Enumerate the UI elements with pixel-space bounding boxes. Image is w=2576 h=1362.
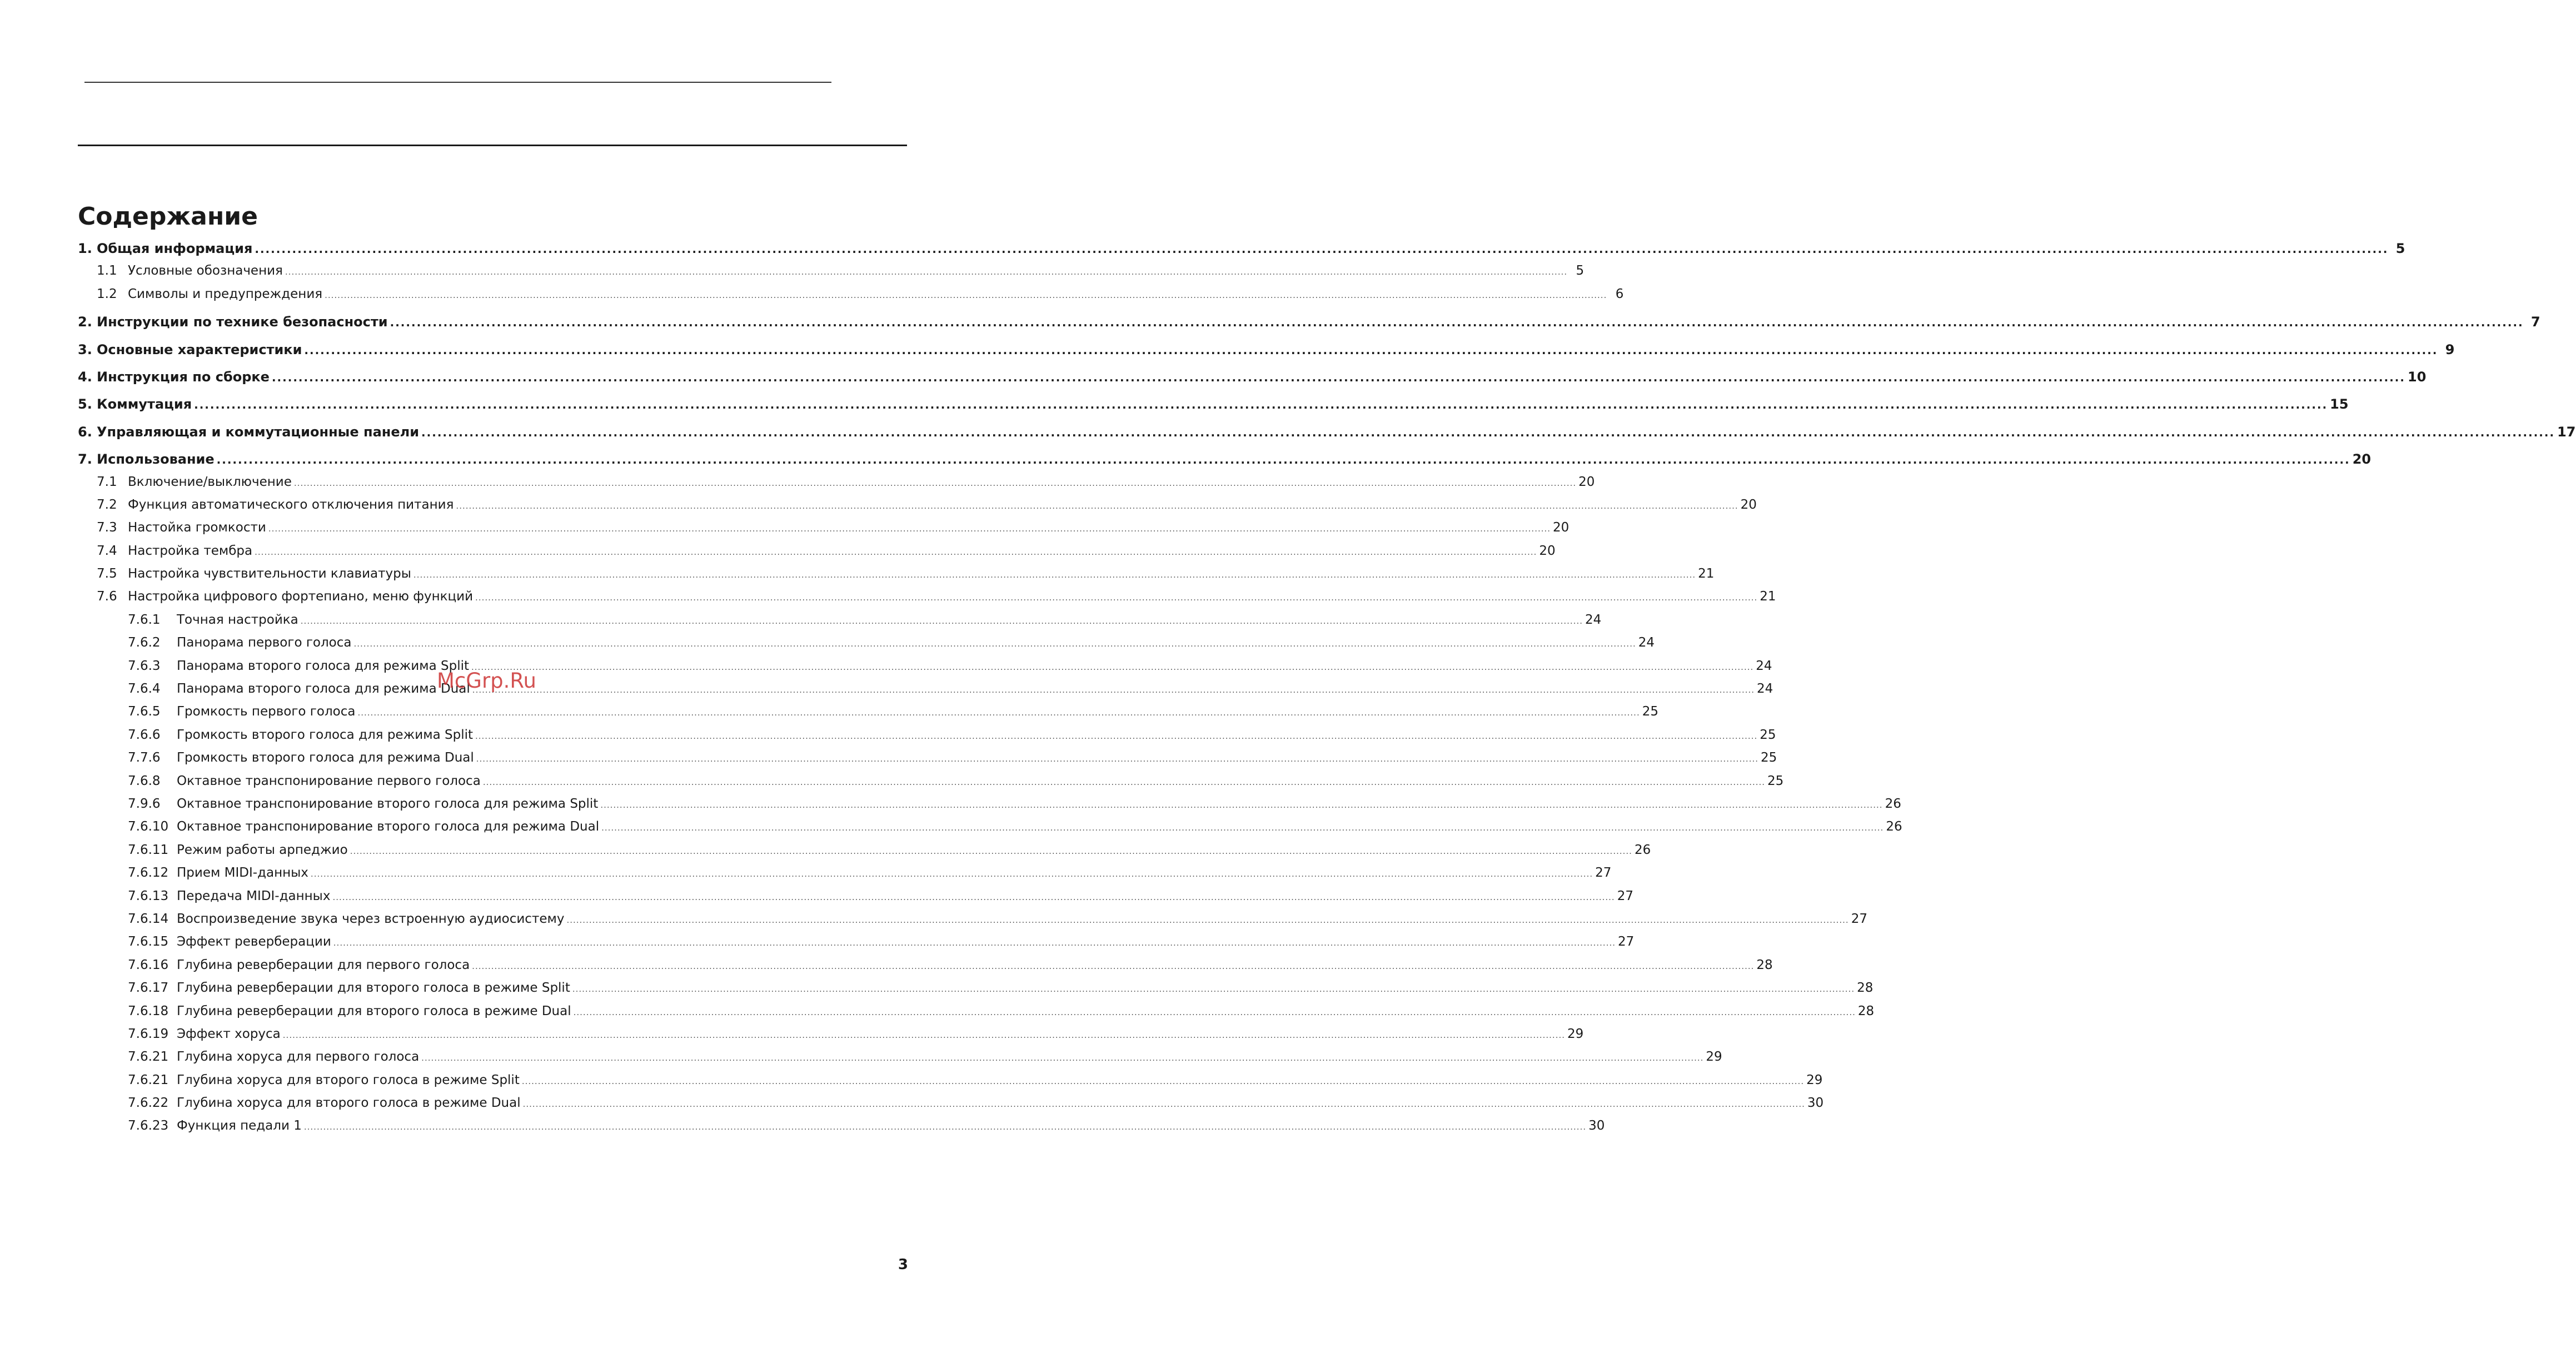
toc-entry[interactable]	[78, 727, 1776, 750]
toc-entry-label: Использование	[97, 451, 215, 468]
toc-entry-label: Громкость второго голоса для режима Split	[177, 727, 473, 742]
toc-entry[interactable]	[78, 796, 1901, 819]
toc-entry-page: 27	[1595, 866, 1612, 881]
toc-entry-label: Точная настройка	[177, 612, 298, 627]
toc-entry-number: 7.6.23	[128, 1119, 169, 1134]
toc-entry-label: Режим работы арпеджио	[177, 842, 348, 857]
toc-dot-leader: ................................................................................................................................................................................................................................................................................................................................................................................................................	[456, 500, 1738, 511]
toc-dot-leader: ................................................................................................................................................................................................................................................................................................................................................................................................................	[271, 370, 2405, 384]
toc-entry-label: Прием MIDI-данных	[177, 866, 308, 881]
header-rule-thin	[84, 82, 831, 83]
toc-entry[interactable]	[78, 819, 1902, 842]
toc-entry-label: Панорама второго голоса для режима Dual	[177, 682, 470, 697]
toc-entry-page: 28	[1857, 1003, 1875, 1018]
toc-entry[interactable]	[78, 566, 1715, 589]
toc-entry-number: 7.5	[97, 566, 117, 581]
toc-entry-label: Основные характеристики	[97, 341, 302, 357]
toc-dot-leader: ................................................................................................................................................................................................................................................................................................................................................................................................................	[282, 1030, 1566, 1040]
toc-entry-number: 1.	[78, 241, 92, 256]
toc-dot-leader: ................................................................................................................................................................................................................................................................................................................................................................................................................	[300, 615, 1583, 626]
toc-entry[interactable]	[78, 612, 1602, 635]
toc-entry-number: 7.6.3	[128, 658, 161, 673]
toc-entry-page: 20	[1553, 520, 1569, 535]
toc-dot-leader: ................................................................................................................................................................................................................................................................................................................................................................................................................	[350, 846, 1632, 856]
toc-entry-number: 7.6.4	[128, 682, 161, 697]
toc-dot-leader: ................................................................................................................................................................................................................................................................................................................................................................................................................	[413, 570, 1696, 580]
toc-entry-page: 21	[1698, 566, 1715, 581]
toc-dot-leader: ................................................................................................................................................................................................................................................................................................................................................................................................................	[573, 1007, 1856, 1017]
toc-entry[interactable]	[78, 543, 1556, 566]
toc-entry-page: 24	[1585, 612, 1602, 627]
toc-entry[interactable]	[78, 981, 1874, 1003]
toc-entry-page: 17	[2557, 424, 2576, 440]
toc-entry-label: Включение/выключение	[128, 474, 292, 489]
toc-entry-number: 7.6.15	[128, 934, 169, 950]
toc-dot-leader: ................................................................................................................................................................................................................................................................................................................................................................................................................	[268, 524, 1551, 534]
toc-entry[interactable]	[78, 934, 1635, 957]
toc-entry[interactable]	[78, 1072, 1823, 1096]
toc-entry-label: Панорама второго голоса для режима Split	[177, 658, 470, 673]
toc-entry-page: 26	[1634, 842, 1651, 857]
toc-entry-number: 7.6.14	[128, 911, 169, 926]
toc-entry-label: Общая информация	[97, 241, 253, 256]
toc-entry-page: 5	[2395, 241, 2405, 256]
toc-entry-label: Эффект реверберации	[177, 934, 331, 950]
toc-entry-number: 7.6.6	[128, 727, 161, 742]
toc-dot-leader: ................................................................................................................................................................................................................................................................................................................................................................................................................	[472, 685, 1755, 695]
toc-entry-label: Громкость второго голоса для режима Dual	[177, 750, 474, 765]
toc-dot-leader: ................................................................................................................................................................................................................................................................................................................................................................................................................	[472, 961, 1755, 971]
toc-entry-number: 7.4	[97, 543, 117, 558]
toc-entry[interactable]	[78, 1026, 1584, 1050]
toc-entry[interactable]	[78, 341, 2455, 365]
toc-entry-page: 20	[1539, 543, 1556, 558]
toc-entry-page: 29	[1706, 1050, 1722, 1065]
toc-dot-leader: ................................................................................................................................................................................................................................................................................................................................................................................................................	[476, 754, 1758, 764]
toc-entry-number: 7.3	[97, 520, 117, 535]
page-title: Содержание	[78, 202, 258, 231]
toc-entry-number: 6.	[78, 424, 92, 440]
toc-entry-label: Передача MIDI-данных	[177, 888, 331, 903]
toc-entry[interactable]	[78, 773, 1784, 797]
toc-entry[interactable]	[78, 1119, 1605, 1141]
toc-entry[interactable]	[78, 241, 2405, 264]
toc-entry-page: 24	[1638, 635, 1655, 650]
toc-entry-label: Инструкция по сборке	[97, 369, 270, 385]
toc-dot-leader: ................................................................................................................................................................................................................................................................................................................................................................................................................	[310, 869, 1593, 879]
toc-entry-label: Октавное транспонирование первого голоса	[177, 773, 481, 788]
toc-entry-number: 7.1	[97, 474, 117, 489]
toc-entry-label: Воспроизведение звука через встроенную аудиосистему	[177, 911, 565, 926]
toc-entry-page: 29	[1806, 1072, 1823, 1087]
toc-entry-label: Символы и предупреждения	[128, 286, 323, 301]
toc-entry-label: Функция педали 1	[177, 1119, 302, 1134]
toc-entry[interactable]	[78, 589, 1776, 612]
toc-entry-page: 30	[1807, 1096, 1824, 1111]
toc-entry-label: Глубина реверберации для второго голоса в режиме Split	[177, 981, 570, 996]
toc-entry[interactable]	[78, 1050, 1722, 1072]
toc-entry[interactable]	[78, 866, 1612, 888]
toc-entry-label: Глубина реверберации для первого голоса	[177, 957, 470, 972]
toc-entry-page: 6	[1615, 286, 1624, 301]
toc-entry-page: 25	[1761, 750, 1777, 765]
toc-dot-leader: ................................................................................................................................................................................................................................................................................................................................................................................................................	[601, 823, 1884, 833]
toc-entry-page: 20	[2352, 451, 2371, 468]
toc-dot-leader: ................................................................................................................................................................................................................................................................................................................................................................................................................	[255, 242, 2389, 256]
toc-dot-leader: ................................................................................................................................................................................................................................................................................................................................................................................................................	[285, 267, 1568, 277]
toc-entry-number: 7.6.21	[128, 1050, 169, 1065]
toc-entry-label: Функция автоматического отключения питания	[128, 497, 454, 512]
toc-entry-number: 7.7.6	[128, 750, 161, 765]
toc-entry-label: Настойка громкости	[128, 520, 266, 535]
toc-dot-leader: ................................................................................................................................................................................................................................................................................................................................................................................................................	[421, 1053, 1704, 1063]
toc-entry-page: 28	[1756, 957, 1773, 972]
toc-entry[interactable]	[78, 750, 1777, 773]
toc-dot-leader: ................................................................................................................................................................................................................................................................................................................................................................................................................	[482, 777, 1766, 787]
toc-entry-page: 26	[1885, 796, 1901, 811]
toc-dot-leader: ................................................................................................................................................................................................................................................................................................................................................................................................................	[572, 984, 1855, 995]
toc-dot-leader: ................................................................................................................................................................................................................................................................................................................................................................................................................	[471, 662, 1754, 672]
toc-dot-leader: ................................................................................................................................................................................................................................................................................................................................................................................................................	[600, 799, 1883, 810]
toc-dot-leader: ................................................................................................................................................................................................................................................................................................................................................................................................................	[390, 316, 2524, 330]
toc-entry-label: Настройка тембра	[128, 543, 253, 558]
toc-entry-page: 25	[1767, 773, 1784, 788]
toc-entry-number: 2.	[78, 314, 92, 330]
toc-entry[interactable]	[78, 635, 1655, 658]
toc-entry-page: 21	[1760, 589, 1776, 604]
toc-entry[interactable]	[78, 1003, 1875, 1027]
toc-entry-number: 7.6.17	[128, 981, 169, 996]
toc-entry-number: 1.1	[97, 264, 117, 279]
toc-dot-leader: ................................................................................................................................................................................................................................................................................................................................................................................................................	[566, 914, 1849, 925]
toc-entry-page: 29	[1567, 1026, 1584, 1041]
toc-entry-number: 7.6.22	[128, 1096, 169, 1111]
toc-dot-leader: ................................................................................................................................................................................................................................................................................................................................................................................................................	[521, 1076, 1805, 1086]
toc-entry-number: 7.6.1	[128, 612, 161, 627]
toc-entry-label: Настройка чувствительности клавиатуры	[128, 566, 411, 581]
toc-dot-leader: ................................................................................................................................................................................................................................................................................................................................................................................................................	[293, 478, 1577, 488]
toc-entry-number: 7.6.13	[128, 888, 169, 903]
toc-dot-leader: ................................................................................................................................................................................................................................................................................................................................................................................................................	[522, 1099, 1805, 1110]
toc-entry-label: Инструкции по технике безопасности	[97, 314, 388, 330]
toc-entry-label: Октавное транспонирование второго голоса для режима Dual	[177, 819, 600, 834]
toc-entry-page: 20	[1578, 474, 1595, 489]
toc-entry-number: 7.6.11	[128, 842, 169, 857]
toc-entry[interactable]	[78, 396, 2349, 419]
toc-entry-number: 7.2	[97, 497, 117, 512]
toc-entry-number: 1.2	[97, 286, 117, 301]
toc-entry-label: Управляющая и коммутационные панели	[97, 424, 420, 440]
toc-entry-page: 30	[1588, 1119, 1605, 1134]
toc-entry-page: 9	[2445, 341, 2455, 357]
toc-entry[interactable]	[78, 520, 1569, 543]
toc-entry-number: 7.6.10	[128, 819, 169, 834]
toc-dot-leader: ................................................................................................................................................................................................................................................................................................................................................................................................................	[332, 892, 1615, 902]
toc-entry[interactable]	[78, 1096, 1824, 1119]
toc-entry-page: 27	[1851, 911, 1867, 926]
header-rule-thick	[78, 145, 907, 146]
toc-entry[interactable]	[78, 474, 1595, 498]
toc-entry-number: 7.9.6	[128, 796, 161, 811]
toc-entry-page: 5	[1576, 264, 1585, 279]
toc-entry-label: Настройка цифрового фортепиано, меню функций	[128, 589, 474, 604]
toc-entry-label: Коммутация	[97, 396, 192, 412]
toc-dot-leader: ................................................................................................................................................................................................................................................................................................................................................................................................................	[421, 425, 2555, 439]
toc-entry-number: 5.	[78, 396, 92, 412]
toc-dot-leader: ................................................................................................................................................................................................................................................................................................................................................................................................................	[304, 343, 2438, 357]
toc-dot-leader: ................................................................................................................................................................................................................................................................................................................................................................................................................	[475, 730, 1758, 741]
toc-entry-page: 28	[1857, 981, 1874, 996]
toc-entry[interactable]	[78, 957, 1773, 981]
toc-entry-number: 7.	[78, 451, 92, 468]
toc-entry[interactable]	[78, 264, 1585, 286]
toc-entry-page: 24	[1757, 682, 1773, 697]
toc-entry[interactable]	[78, 424, 2576, 447]
toc-entry-page: 25	[1760, 727, 1776, 742]
toc-entry-page: 20	[1740, 497, 1757, 512]
toc-entry-label: Громкость первого голоса	[177, 704, 356, 719]
toc-entry[interactable]	[78, 369, 2426, 392]
toc-dot-leader: ................................................................................................................................................................................................................................................................................................................................................................................................................	[216, 453, 2350, 467]
toc-entry-page: 25	[1642, 704, 1658, 719]
toc-entry-label: Глубина реверберации для второго голоса в режиме Dual	[177, 1003, 571, 1018]
toc-entry-label: Глубина хоруса для второго голоса в режиме Split	[177, 1072, 520, 1087]
watermark: McGrp.Ru	[437, 669, 536, 693]
toc-entry-number: 3.	[78, 341, 92, 357]
toc-entry-page: 27	[1617, 888, 1633, 903]
toc-entry-number: 7.6.12	[128, 866, 169, 881]
toc-entry-page: 7	[2530, 314, 2540, 330]
toc-entry[interactable]	[78, 497, 1757, 520]
toc-entry-number: 7.6.18	[128, 1003, 169, 1018]
toc-entry-number: 7.6.8	[128, 773, 161, 788]
toc-entry[interactable]	[78, 842, 1651, 866]
toc-entry-page: 24	[1756, 658, 1772, 673]
toc-entry-label: Панорама первого голоса	[177, 635, 352, 650]
toc-dot-leader: ................................................................................................................................................................................................................................................................................................................................................................................................................	[303, 1122, 1587, 1132]
toc-entry-page: 27	[1618, 934, 1635, 950]
toc-entry-number: 7.6	[97, 589, 117, 604]
toc-entry-label: Эффект хоруса	[177, 1026, 281, 1041]
toc-entry-number: 7.6.16	[128, 957, 169, 972]
toc-entry-page: 26	[1886, 819, 1902, 834]
toc-dot-leader: ................................................................................................................................................................................................................................................................................................................................................................................................................	[353, 639, 1636, 649]
toc-entry-number: 4.	[78, 369, 92, 385]
toc-dot-leader: ................................................................................................................................................................................................................................................................................................................................................................................................................	[255, 546, 1537, 557]
toc-entry[interactable]	[78, 888, 1633, 912]
toc-entry[interactable]	[78, 704, 1658, 727]
toc-entry-number: 7.6.2	[128, 635, 161, 650]
toc-entry-page: 15	[2330, 396, 2349, 412]
toc-entry-page: 10	[2408, 369, 2426, 385]
toc-dot-leader: ................................................................................................................................................................................................................................................................................................................................................................................................................	[194, 398, 2328, 412]
toc-dot-leader: ................................................................................................................................................................................................................................................................................................................................................................................................................	[325, 290, 1607, 300]
toc-entry-label: Глубина хоруса для первого голоса	[177, 1050, 420, 1065]
toc-entry[interactable]	[78, 451, 2371, 474]
toc-entry-number: 7.6.5	[128, 704, 161, 719]
toc-dot-leader: ................................................................................................................................................................................................................................................................................................................................................................................................................	[333, 938, 1616, 948]
toc-entry-label: Глубина хоруса для второго голоса в режиме Dual	[177, 1096, 521, 1111]
toc-entry[interactable]	[78, 286, 1624, 310]
page-number: 3	[898, 1256, 908, 1273]
toc-dot-leader: ................................................................................................................................................................................................................................................................................................................................................................................................................	[357, 708, 1640, 718]
toc-entry-number: 7.6.21	[128, 1072, 169, 1087]
toc-entry-number: 7.6.19	[128, 1026, 169, 1041]
toc-entry-label: Октавное транспонирование второго голоса для режима Split	[177, 796, 599, 811]
toc-entry[interactable]	[78, 314, 2540, 337]
toc-entry[interactable]	[78, 911, 1867, 934]
toc-dot-leader: ................................................................................................................................................................................................................................................................................................................................................................................................................	[475, 593, 1758, 603]
toc-entry-label: Условные обозначения	[128, 264, 283, 279]
